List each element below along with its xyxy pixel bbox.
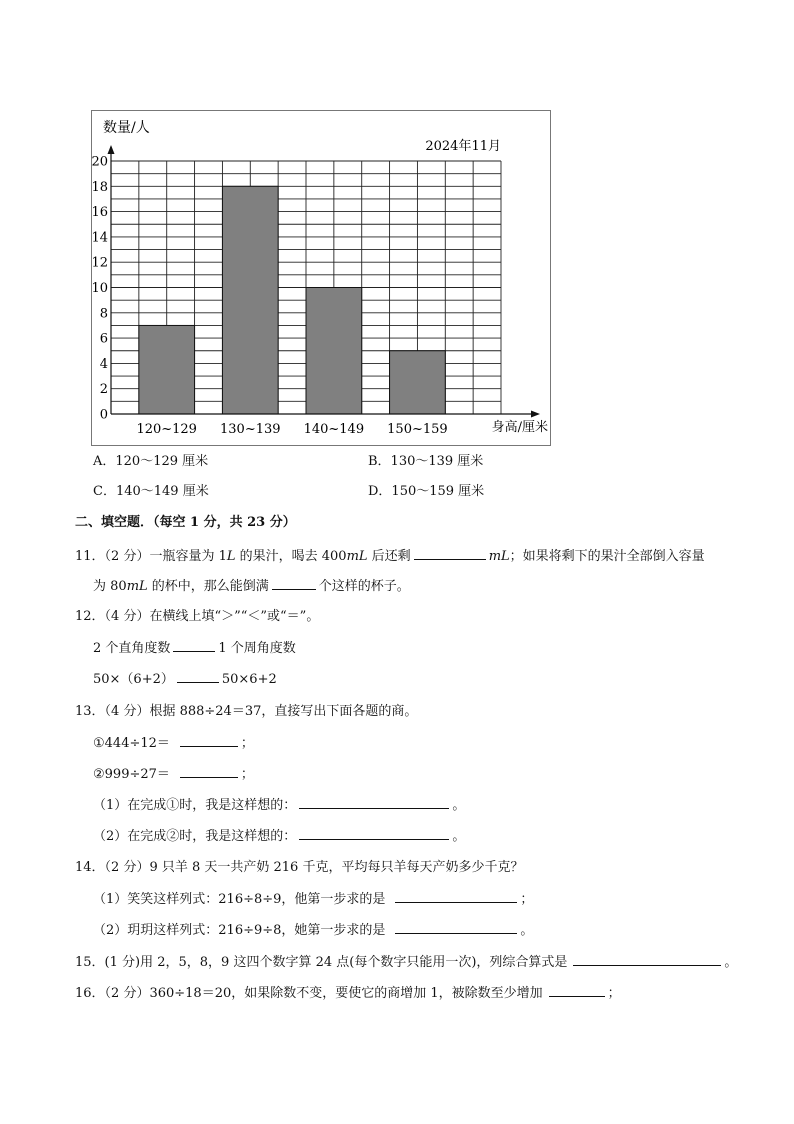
q11-unit-ml-2: mL [488, 549, 510, 564]
option-a: A．120～129 厘米 [93, 454, 209, 469]
option-c: C．140～149 厘米 [93, 484, 209, 499]
q13-answer-blank-1[interactable] [180, 734, 238, 747]
q13-p2-circled: ② [166, 829, 180, 844]
question-14-stem: 14．（2 分）9 只羊 8 天一共产奶 216 千克，平均每只羊每天产奶多少千克？ [75, 860, 524, 875]
q11-text-g: 的杯中，那么能倒满 [147, 579, 269, 594]
y-tick-label: 12 [91, 255, 108, 271]
q13-p2-text-b: 时，我是这样想的： [179, 829, 297, 844]
q15-text: 15．(1 分)用 2，5，8，9 这四个数字算 24 点(每个数字只能用一次)，列综合算式是 [75, 955, 568, 970]
question-14-part-2 [93, 921, 533, 940]
q13-p2-text-a: （2）在完成 [93, 829, 167, 844]
q13-answer-blank-4[interactable] [299, 827, 449, 840]
q11-unit-l: L [226, 549, 236, 564]
q13-s1-text: ①444÷12＝ [93, 736, 170, 751]
question-13-part-2 [93, 827, 465, 846]
y-tick-label: 10 [91, 281, 108, 296]
q13-answer-blank-3[interactable] [299, 796, 449, 809]
x-axis-arrow-icon [531, 411, 540, 418]
q16-answer-blank[interactable] [549, 984, 605, 997]
y-tick-label: 14 [91, 230, 108, 246]
q11-text-a: 11．（2 分）一瓶容量为 1 [75, 549, 227, 564]
x-tick-label: 130~139 [220, 422, 281, 437]
bar-120~129 [139, 325, 195, 414]
question-12-stem: 12．（4 分）在横线上填“＞”“＜”或“＝”。 [75, 609, 320, 624]
y-tick-label: 18 [91, 179, 108, 195]
chart-svg [91, 110, 551, 446]
y-tick-label: 4 [99, 356, 108, 372]
y-tick-label: 2 [99, 382, 108, 398]
option-d: D．150～159 厘米 [368, 484, 485, 499]
y-axis-arrow-icon [108, 145, 115, 154]
y-tick-label: 8 [99, 306, 108, 322]
q12-answer-blank-1[interactable] [173, 639, 215, 652]
question-13-stem: 13．（4 分）根据 888÷24＝37，直接写出下面各题的商。 [75, 704, 418, 719]
q15-end: 。 [724, 955, 738, 970]
chart-title: 2024年11月 [425, 139, 501, 154]
q16-text: 16．（2 分）360÷18＝20，如果除数不变，要使它的商增加 1，被除数至少增加 [75, 986, 543, 1001]
q12-l2-left: 50×（6+2） [93, 672, 174, 687]
bar-130~139 [222, 186, 278, 414]
q11-text-h: 个这样的杯子。 [318, 579, 410, 594]
y-tick-label: 20 [91, 154, 108, 170]
x-tick-label: 120~129 [136, 422, 197, 437]
question-13-part-1 [93, 796, 465, 815]
question-11-line-2 [93, 577, 410, 596]
q11-answer-blank-2[interactable] [272, 577, 316, 590]
q11-unit-ml-3: mL [126, 579, 148, 594]
q14-p2-end: 。 [520, 923, 534, 938]
q12-l1-right: 1 个周角度数 [218, 641, 296, 656]
chart-x-axis-label: 身高/厘米 [491, 420, 548, 435]
y-tick-label: 6 [99, 331, 108, 347]
question-12-line-2 [93, 670, 277, 689]
q13-p1-circled: ① [166, 798, 180, 813]
bar-150~159 [390, 351, 446, 414]
q11-text-f: 为 80 [93, 579, 127, 594]
q13-p2-end: 。 [452, 829, 466, 844]
q13-p1-end: 。 [452, 798, 466, 813]
y-tick-label: 0 [99, 407, 108, 423]
x-tick-label: 150~159 [387, 422, 448, 437]
question-13-sub-2 [93, 765, 254, 784]
q15-answer-blank[interactable] [573, 953, 721, 966]
q11-unit-ml-1: mL [346, 549, 368, 564]
question-13-sub-1 [93, 734, 254, 753]
q14-p1-end: ； [520, 892, 534, 907]
bar-chart [91, 110, 551, 446]
y-tick-label: 16 [91, 205, 108, 221]
q12-l2-right: 50×6+2 [221, 672, 277, 687]
question-15 [75, 953, 737, 972]
q13-s2-text: ②999÷27＝ [93, 767, 170, 782]
section-title: 二、填空题．（每空 1 分，共 23 分） [75, 515, 296, 530]
q13-s1-semi: ； [240, 736, 254, 751]
question-16 [75, 984, 621, 1003]
q13-p1-text-b: 时，我是这样想的： [179, 798, 297, 813]
q13-answer-blank-2[interactable] [180, 765, 238, 778]
q13-p1-text-a: （1）在完成 [93, 798, 167, 813]
q12-answer-blank-2[interactable] [177, 670, 219, 683]
q11-text-b: 的果汁，喝去 400 [235, 549, 347, 564]
q13-s2-semi: ； [240, 767, 254, 782]
q12-l1-left: 2 个直角度数 [93, 641, 171, 656]
q14-p1-text: （1）笑笑这样列式：216÷8÷9，他第一步求的是 [93, 892, 386, 907]
q14-p2-text: （2）玥玥这样列式：216÷9÷8，她第一步求的是 [93, 923, 386, 938]
bar-140~149 [306, 288, 362, 415]
x-tick-label: 140~149 [303, 422, 365, 437]
question-12-line-1 [93, 639, 296, 658]
question-14-part-1 [93, 890, 533, 909]
option-b: B．130～139 厘米 [368, 454, 484, 469]
chart-y-axis-label: 数量/人 [103, 120, 150, 136]
q14-answer-blank-1[interactable] [395, 890, 517, 903]
q16-end: ； [607, 986, 621, 1001]
q11-text-c: 后还剩 [367, 549, 411, 564]
q11-answer-blank-1[interactable] [414, 547, 486, 560]
q11-text-e: ；如果将剩下的果汁全部倒入容量 [509, 549, 705, 564]
q14-answer-blank-2[interactable] [395, 921, 517, 934]
question-11-line-1 [75, 547, 705, 566]
